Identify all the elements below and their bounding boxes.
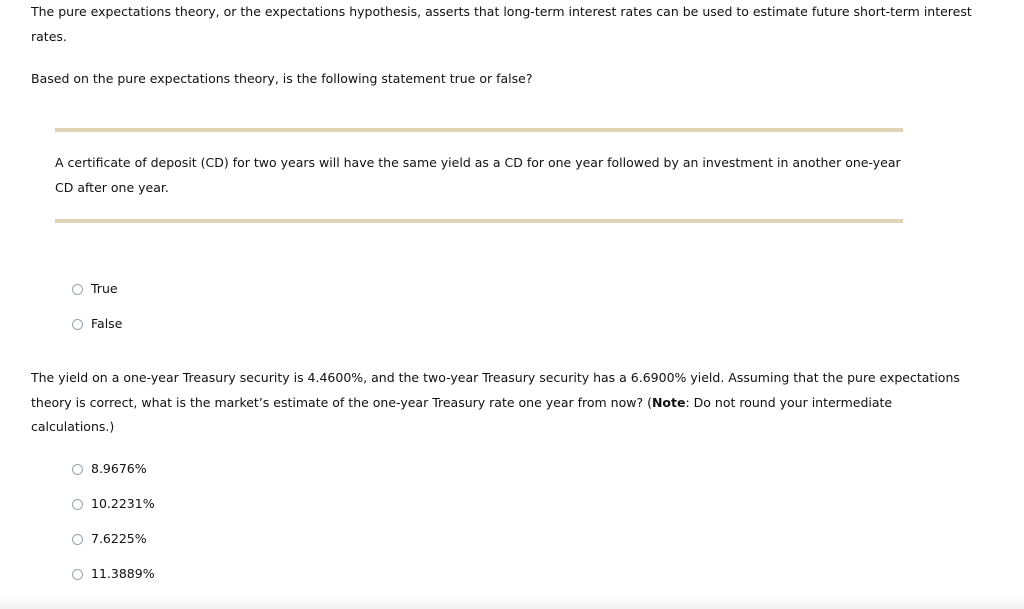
radio-button[interactable]	[72, 284, 83, 295]
statement-text: A certificate of deposit (CD) for two years will have the same yield as a CD for one year followed by an investment in another one-year CD after one year.	[55, 155, 901, 195]
radio-button[interactable]	[72, 569, 83, 580]
option-label: 8.9676%	[91, 461, 147, 476]
option-true[interactable]	[72, 281, 118, 297]
question-2-prompt	[31, 366, 976, 440]
intro-text: The pure expectations theory, or the expectations hypothesis, asserts that long-term interest rates can be used to estimate future short-term interest rates.	[31, 4, 972, 44]
bottom-shade	[0, 595, 1024, 609]
option-c[interactable]	[72, 531, 147, 547]
radio-button[interactable]	[72, 499, 83, 510]
option-false[interactable]	[72, 316, 122, 332]
note-text: : Do not round your intermediate calculations.)	[31, 394, 893, 434]
statement-top-rule	[55, 128, 903, 132]
radio-button[interactable]	[72, 319, 83, 330]
radio-button[interactable]	[72, 534, 83, 545]
option-label: True	[91, 281, 118, 296]
option-label: False	[91, 316, 123, 331]
question-2-text: The yield on a one-year Treasury security is 4.4600%, and the two-year Treasury security has a 6.6900% yield. Assuming that the pure expectations theory is correct, what is the market’s estimate of the one-year Treasury rate one year from now? (	[31, 370, 960, 410]
question-1-prompt: Based on the pure expectations theory, is the following statement true or false?	[31, 71, 533, 86]
option-a[interactable]	[72, 461, 147, 477]
note-label: Note	[651, 394, 686, 410]
option-label: 7.6225%	[91, 531, 147, 546]
option-b[interactable]	[72, 496, 155, 512]
option-label: 11.3889%	[91, 566, 155, 581]
radio-button[interactable]	[72, 464, 83, 475]
option-label: 10.2231%	[91, 496, 155, 511]
statement-bottom-rule	[55, 219, 903, 223]
option-d[interactable]	[72, 566, 155, 582]
